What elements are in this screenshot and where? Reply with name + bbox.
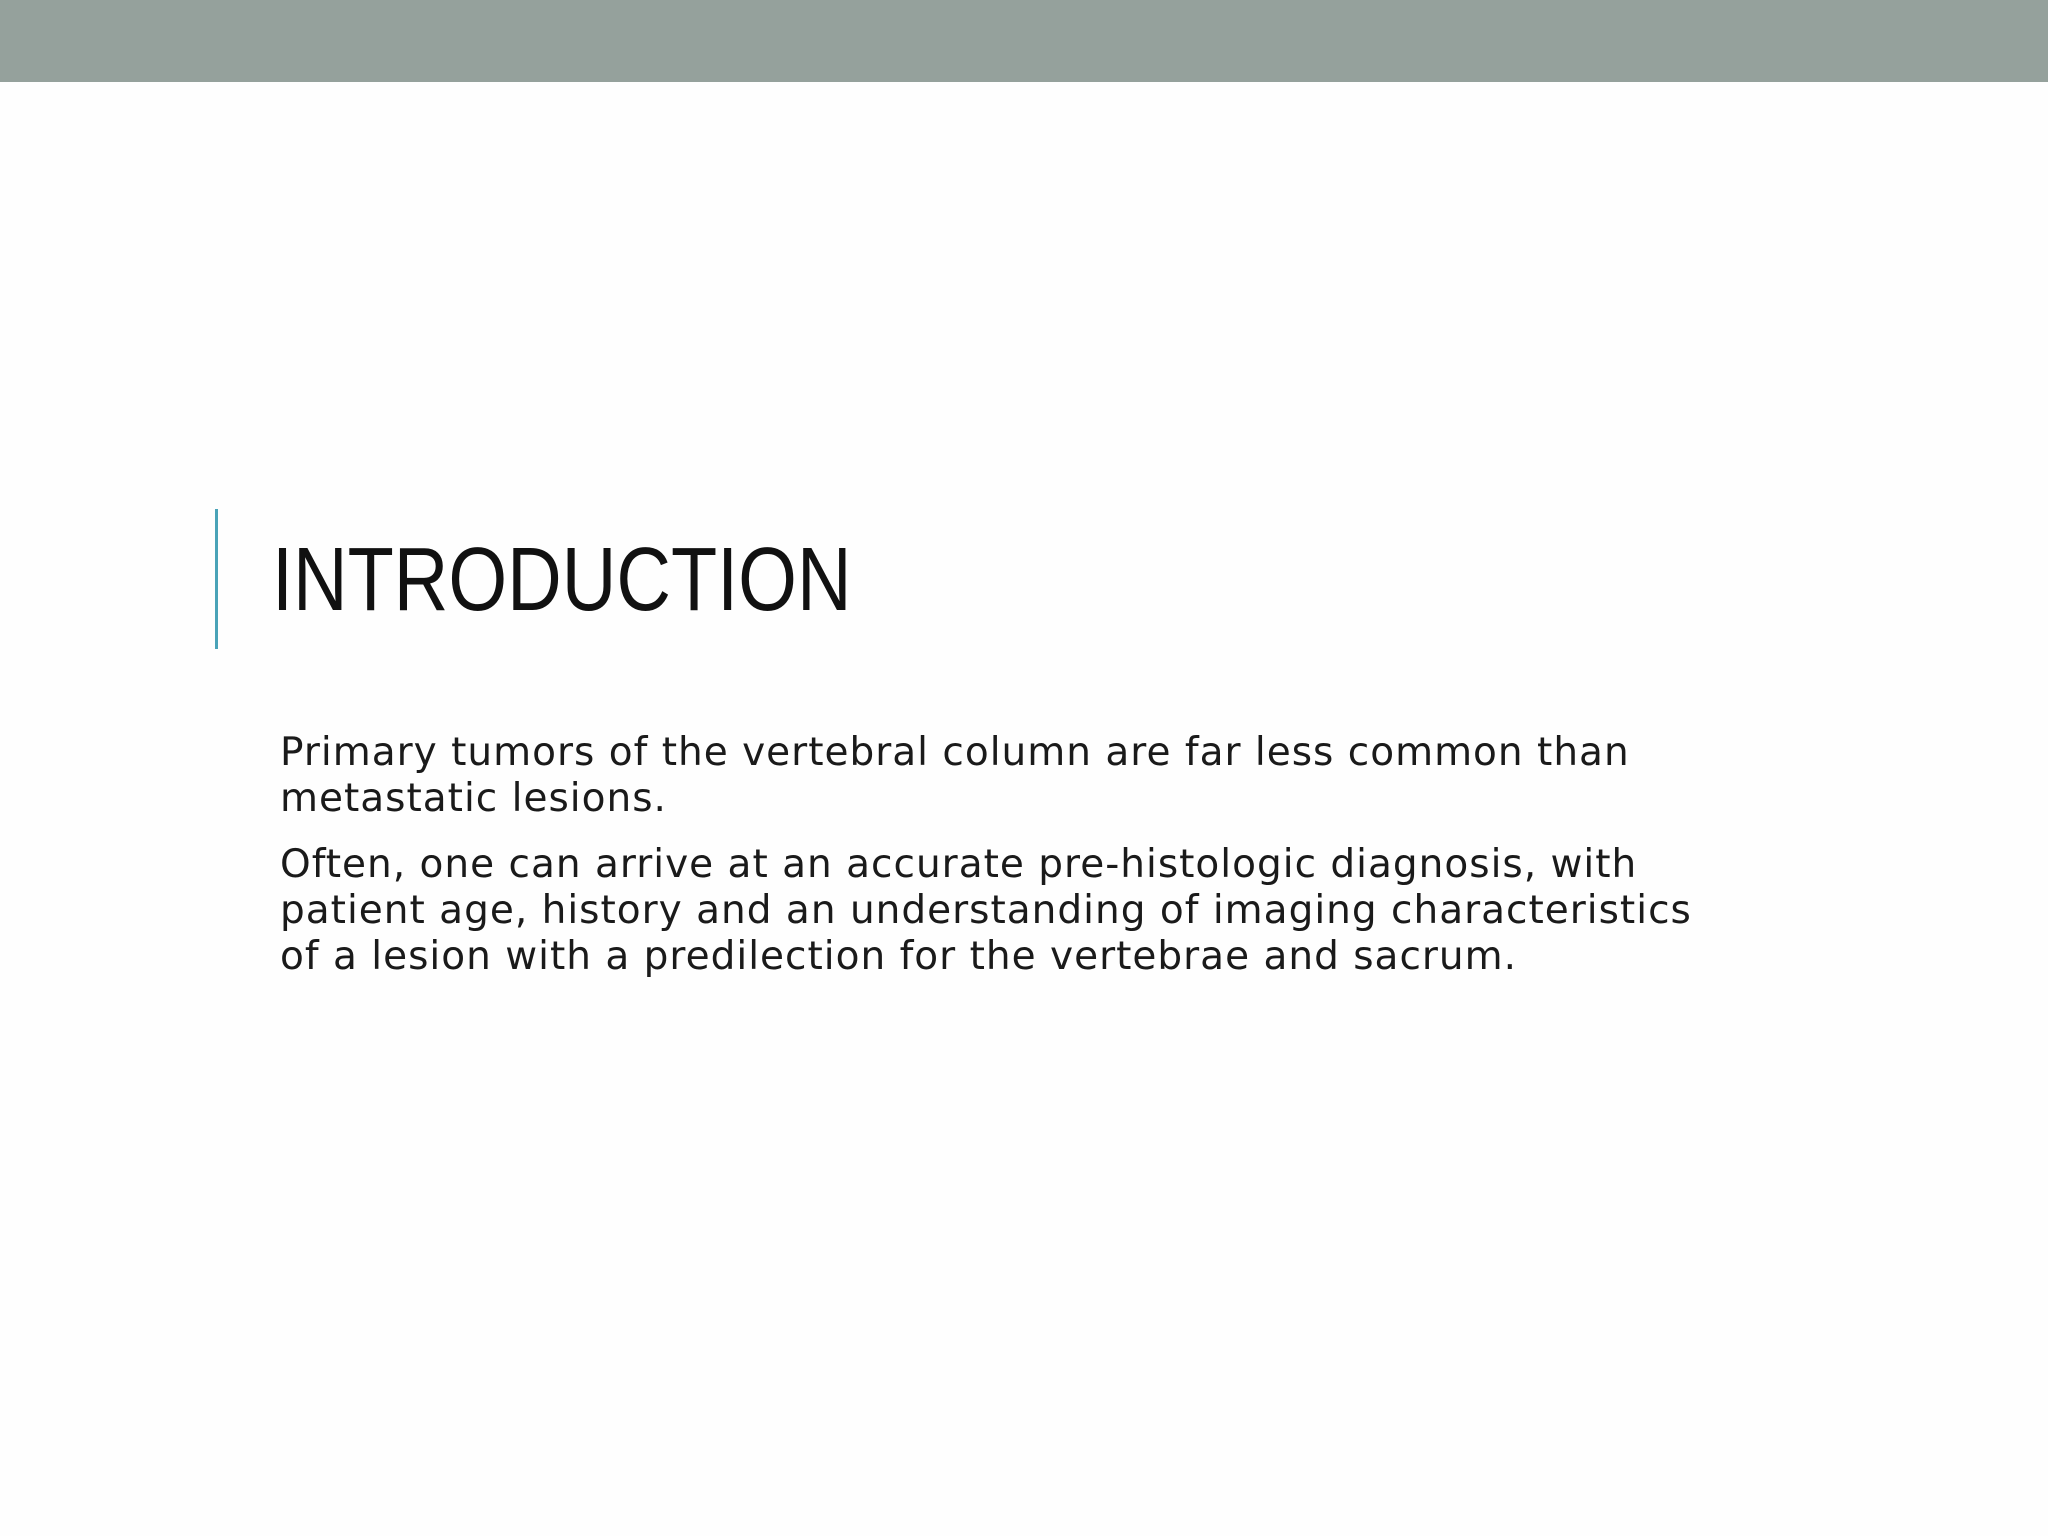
body-paragraph: Often, one can arrive at an accurate pre-histologic diagnosis, with patient age, history and an understanding of imaging characteristics of a lesion with a predilection for the vertebrae and sacrum. [280,842,1692,979]
slide-title: INTRODUCTION [272,530,852,630]
body-paragraph: Primary tumors of the vertebral column are far less common than metastatic lesions. [280,730,1630,821]
title-accent-rule [215,509,218,649]
slide-body [280,730,1740,1000]
slide-header-bar [0,0,2048,82]
